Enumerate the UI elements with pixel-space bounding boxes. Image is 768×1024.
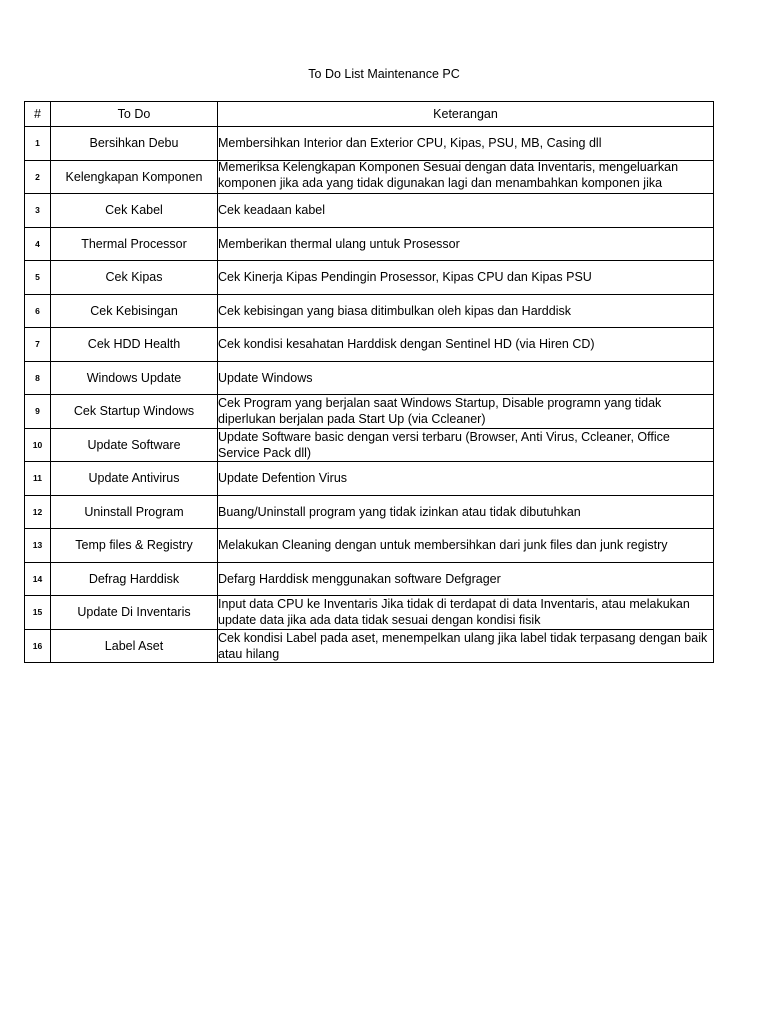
row-keterangan <box>218 529 714 563</box>
row-todo: Cek HDD Health <box>51 328 218 362</box>
row-keterangan-text: Buang/Uninstall program yang tidak izinkan atau tidak dibutuhkan <box>218 504 581 519</box>
row-number: 13 <box>25 529 51 563</box>
row-todo: Label Aset <box>51 629 218 663</box>
page-title: To Do List Maintenance PC <box>308 67 460 81</box>
row-keterangan-text: Defarg Harddisk menggunakan software Defgrager <box>218 571 501 586</box>
row-number: 10 <box>25 428 51 462</box>
table-row <box>25 596 714 630</box>
row-todo: Temp files & Registry <box>51 529 218 563</box>
row-keterangan <box>218 629 714 663</box>
row-keterangan <box>218 395 714 429</box>
row-keterangan-text: Cek keadaan kabel <box>218 203 326 218</box>
row-todo: Update Di Inventaris <box>51 596 218 630</box>
table-row <box>25 127 714 161</box>
row-keterangan <box>218 328 714 362</box>
todo-table <box>24 101 714 663</box>
row-todo: Bersihkan Debu <box>51 127 218 161</box>
row-keterangan <box>218 428 714 462</box>
row-number: 4 <box>25 227 51 261</box>
table-row <box>25 529 714 563</box>
row-todo: Cek Kebisingan <box>51 294 218 328</box>
row-keterangan-text: Update Software basic dengan versi terbaru (Browser, Anti Virus, Ccleaner, Office Service Pack dll) <box>218 429 670 460</box>
header-keterangan: Keterangan <box>218 102 714 127</box>
row-number: 3 <box>25 194 51 228</box>
row-keterangan-text: Update Defention Virus <box>218 471 348 486</box>
row-todo: Cek Kipas <box>51 261 218 295</box>
row-keterangan <box>218 462 714 496</box>
row-keterangan-text: Cek Program yang berjalan saat Windows Startup, Disable programn yang tidak diperlukan berjalan pada Start Up (via Ccleaner) <box>218 396 662 427</box>
row-number: 14 <box>25 562 51 596</box>
table-header-row <box>25 102 714 127</box>
row-keterangan <box>218 361 714 395</box>
row-keterangan-text: Membersihkan Interior dan Exterior CPU, Kipas, PSU, MB, Casing dll <box>218 136 602 151</box>
row-todo: Uninstall Program <box>51 495 218 529</box>
table-row <box>25 227 714 261</box>
table-row <box>25 328 714 362</box>
row-number: 16 <box>25 629 51 663</box>
header-todo: To Do <box>51 102 218 127</box>
row-keterangan-text: Cek kondisi kesahatan Harddisk dengan Sentinel HD (via Hiren CD) <box>218 337 595 352</box>
row-keterangan <box>218 596 714 630</box>
table-row <box>25 495 714 529</box>
header-num: # <box>25 102 51 127</box>
table-row <box>25 629 714 663</box>
table-row <box>25 294 714 328</box>
row-keterangan <box>218 227 714 261</box>
table-row <box>25 261 714 295</box>
row-keterangan-text: Memeriksa Kelengkapan Komponen Sesuai dengan data Inventaris, mengeluarkan komponen jika ada yang tidak digunakan lagi dan menambahkan komponen jika <box>218 160 679 191</box>
table-row <box>25 462 714 496</box>
row-todo: Windows Update <box>51 361 218 395</box>
row-number: 6 <box>25 294 51 328</box>
table-row <box>25 361 714 395</box>
row-keterangan <box>218 160 714 194</box>
table-row <box>25 160 714 194</box>
row-keterangan <box>218 194 714 228</box>
row-keterangan-text: Cek Kinerja Kipas Pendingin Prosessor, Kipas CPU dan Kipas PSU <box>218 270 592 285</box>
row-keterangan-text: Input data CPU ke Inventaris Jika tidak di terdapat di data Inventaris, atau melakukan update data jika ada data tidak sesuai dengan kondisi fisik <box>218 597 690 628</box>
row-keterangan <box>218 127 714 161</box>
row-number: 11 <box>25 462 51 496</box>
row-keterangan <box>218 562 714 596</box>
row-keterangan-text: Update Windows <box>218 370 313 385</box>
row-keterangan <box>218 261 714 295</box>
row-keterangan-text: Cek kebisingan yang biasa ditimbulkan oleh kipas dan Harddisk <box>218 303 571 318</box>
row-todo: Cek Startup Windows <box>51 395 218 429</box>
table-row <box>25 428 714 462</box>
row-todo: Defrag Harddisk <box>51 562 218 596</box>
row-keterangan-text: Memberikan thermal ulang untuk Prosessor <box>218 236 460 251</box>
row-todo: Update Antivirus <box>51 462 218 496</box>
row-number: 15 <box>25 596 51 630</box>
table-row <box>25 562 714 596</box>
row-number: 2 <box>25 160 51 194</box>
table-row <box>25 194 714 228</box>
row-todo: Kelengkapan Komponen <box>51 160 218 194</box>
row-number: 1 <box>25 127 51 161</box>
row-keterangan-text: Cek kondisi Label pada aset, menempelkan ulang jika label tidak terpasang dengan baik atau hilang <box>218 630 708 661</box>
row-keterangan <box>218 495 714 529</box>
row-number: 8 <box>25 361 51 395</box>
row-keterangan-text: Melakukan Cleaning dengan untuk membersihkan dari junk files dan junk registry <box>218 538 668 553</box>
row-keterangan <box>218 294 714 328</box>
table-row <box>25 395 714 429</box>
row-number: 5 <box>25 261 51 295</box>
row-todo: Cek Kabel <box>51 194 218 228</box>
row-todo: Thermal Processor <box>51 227 218 261</box>
row-todo: Update Software <box>51 428 218 462</box>
row-number: 7 <box>25 328 51 362</box>
row-number: 9 <box>25 395 51 429</box>
row-number: 12 <box>25 495 51 529</box>
